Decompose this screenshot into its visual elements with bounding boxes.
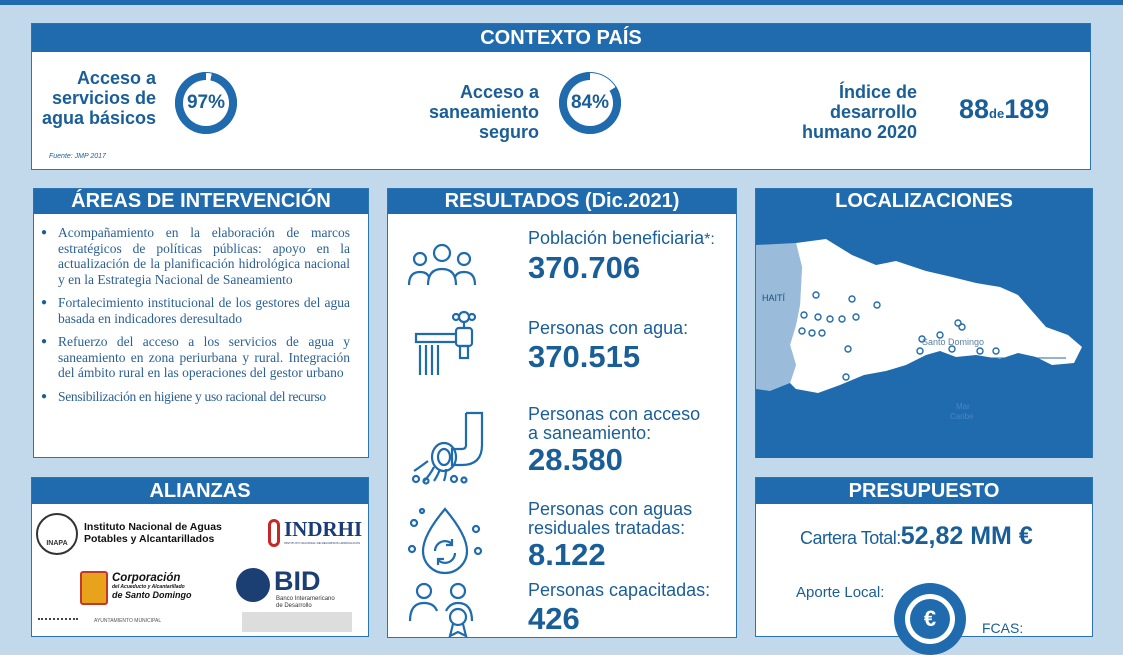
map-label-caribe: Caribe [950,412,974,421]
fcas-label: FCAS: [982,620,1024,636]
result-label-residuales: Personas con aguas residuales tratadas: [528,499,693,538]
saneamiento-percent-ring [559,72,621,134]
alianzas-panel [31,477,369,637]
contexto-panel [31,23,1091,170]
list-item: ● Refuerzo del acceso a los servicios de agua y saneamiento en zona periurbana y rural. Integración del ámbito rural en las operaciones del gestor urbano [34,334,350,381]
saneamiento-percent: 84% [567,80,613,126]
result-label-agua: Personas con agua: [528,318,689,338]
cartera-total: Cartera Total:52,82 MM € [800,522,1033,550]
presupuesto-panel [755,477,1093,637]
ayuntamiento-logo [38,618,78,632]
agua-label: Acceso a servicios de agua básicos [41,68,156,128]
bid-subtitle: Banco Interamericano de Desarrollo [276,596,335,609]
areas-title: ÁREAS DE INTERVENCIÓN [34,189,368,214]
ayuntamiento-label: AYUNTAMIENTO MUNICIPAL [94,618,162,624]
recycled-water-drop-icon [406,505,484,577]
saneamiento-label: Acceso a saneamiento seguro [428,82,539,142]
budget-donut [894,583,966,655]
result-label-beneficiaria: Población beneficiaria*: [528,228,715,248]
caasd-logo [80,571,108,605]
idh-rank: 88de189 [959,94,1050,124]
map-label-mar: Mar [956,402,970,411]
list-item: ● Fortalecimiento institucional de los gestores del agua basada en indicadores deresultado [34,295,350,326]
alianzas-title: ALIANZAS [32,478,368,504]
result-value-agua: 370.515 [528,339,641,374]
list-item: ● Acompañamiento en la elaboración de marcos estratégicos de políticas públicas: apoyo en la actualización de la planificación hidrológica nacional y en la Estrategia Nacional de Saneamiento [34,225,350,287]
agua-percent: 97% [183,80,229,126]
localizaciones-title: LOCALIZACIONES [756,189,1092,214]
people-group-icon [406,241,478,287]
euro-icon: € [905,594,955,644]
top-accent-bar [0,0,1123,5]
result-label-saneamiento: Personas con acceso a saneamiento: [528,404,701,443]
idh-label: Índice de desarrollo humano 2020 [801,82,917,142]
list-item: ● Sensibilización en higiene y uso racional del recurso [34,389,350,405]
map-dominican-republic [756,215,1092,458]
water-tap-icon [406,309,478,381]
agua-percent-ring [175,72,237,134]
indrhi-logo: INDRHI INSTITUTO NACIONAL DE RECURSOS HIDRÁULICOS [268,517,348,551]
resultados-panel [387,188,737,638]
aporte-local-label: Aporte Local: [796,584,885,601]
inapa-logo: INAPA [36,513,78,555]
presupuesto-title: PRESUPUESTO [756,478,1092,504]
localizaciones-panel [755,188,1093,458]
areas-list [34,214,368,404]
result-value-saneamiento: 28.580 [528,442,623,477]
caasd-name: Corporación del Acueducto y Alcantarillado de Santo Domingo [112,572,192,600]
resultados-title: RESULTADOS (Dic.2021) [388,189,736,214]
result-value-capacitadas: 426 [528,601,580,636]
bid-logo: BID Banco Interamericano de Desarrollo [236,566,366,606]
fuente-note: Fuente: JMP 2017 [49,153,106,160]
partner-logo-bottom [242,612,352,632]
map-label-haiti: HAITÍ [762,293,786,303]
sanitation-pipe-icon [406,411,486,483]
result-value-residuales: 8.122 [528,537,606,572]
map-label-santo-domingo: Santo Domingo [922,337,985,347]
result-label-capacitadas: Personas capacitadas: [528,580,711,600]
inapa-name: Instituto Nacional de Aguas Potables y Alcantarillados [84,521,222,545]
result-value-beneficiaria: 370.706 [528,250,641,285]
areas-panel [33,188,369,458]
trained-people-icon [406,581,486,637]
contexto-title: CONTEXTO PAÍS [32,24,1090,52]
